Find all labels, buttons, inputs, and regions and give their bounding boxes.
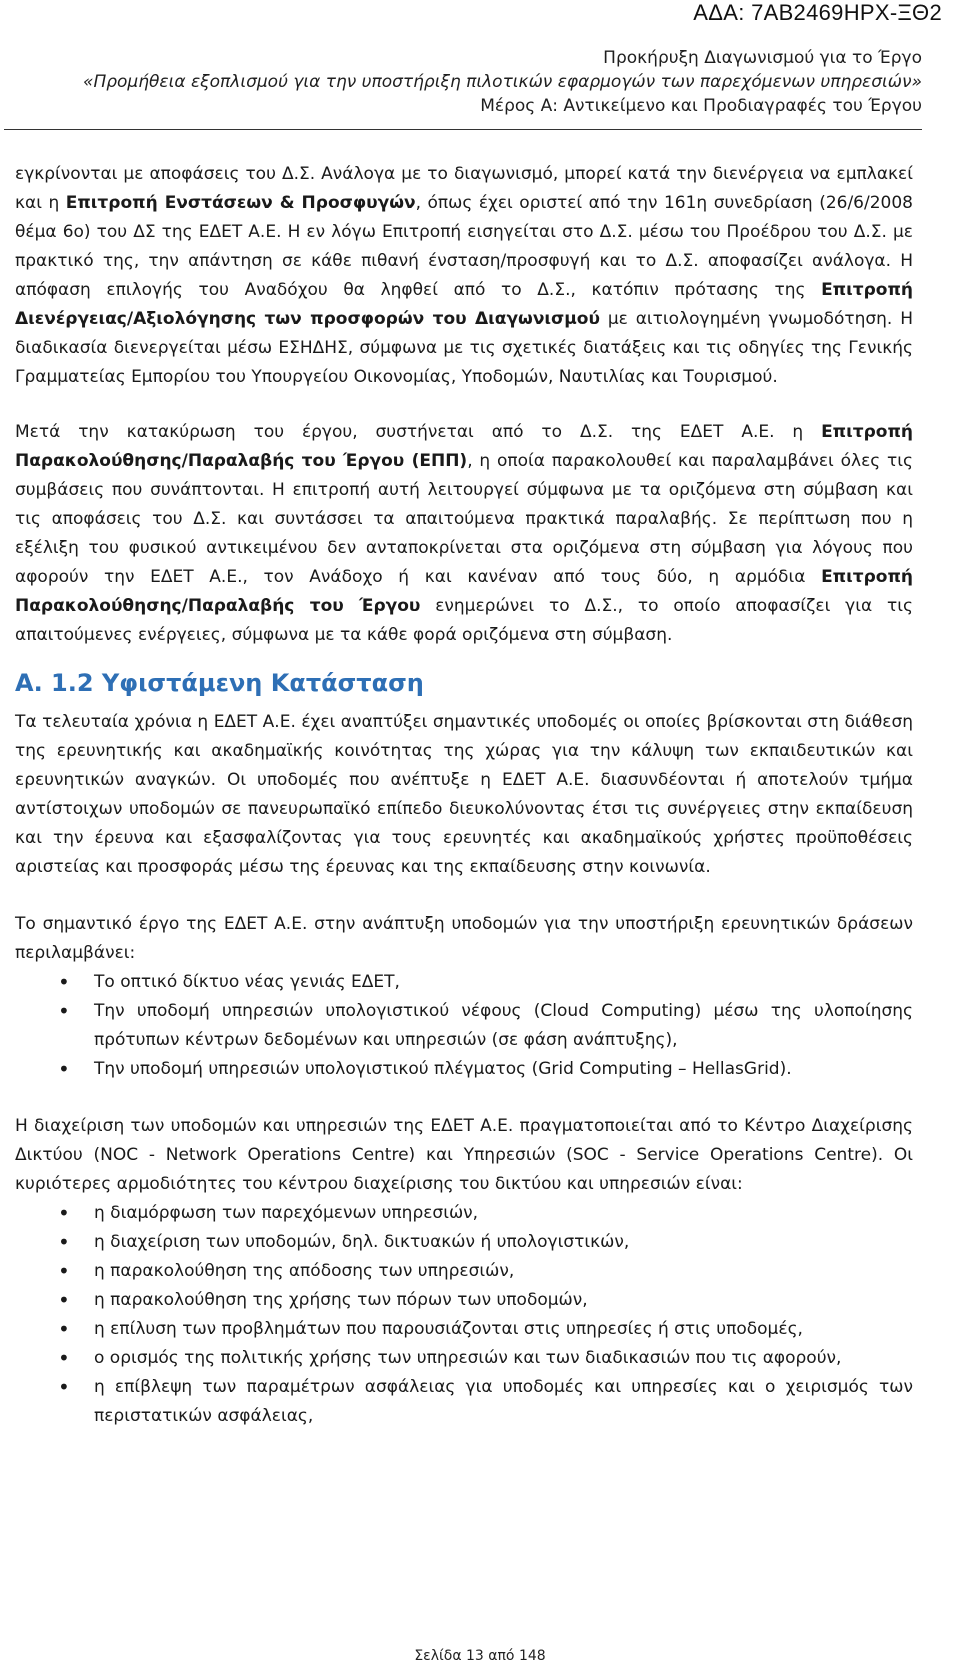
list-item: • η επίλυση των προβλημάτων που παρουσιάζονται στις υπηρεσίες ή στις υποδομές,	[15, 1315, 913, 1344]
p2-bold-2: Επιτροπή Παρακολούθησης/Παραλαβής του Έργου	[15, 567, 913, 616]
page-number: Σελίδα 13 από 148	[414, 1648, 546, 1664]
section-title: Α. 1.2 Υφιστάμενη Κατάσταση	[15, 669, 424, 697]
paragraph-4: Το σημαντικό έργο της ΕΔΕΤ Α.Ε. στην ανάπτυξη υποδομών για την υποστήριξη ερευνητικών δράσεων περιλαμβάνει:	[15, 914, 913, 963]
ada-code: ΑΔΑ: 7ΑΒ2469ΗΡΧ-ΞΘ2	[693, 0, 942, 25]
list-item: • η διαχείριση των υποδομών, δηλ. δικτυακών ή υπολογιστικών,	[15, 1228, 913, 1257]
paragraph-3: Τα τελευταία χρόνια η ΕΔΕΤ Α.Ε. έχει αναπτύξει σημαντικές υποδομές οι οποίες βρίσκονται στη διάθεση της ερευνητικής και ακαδημαϊκής κοινότητας της χώρας για την κάλυψη των εκπαιδευτικών και ερευνητικών αναγκών. Οι υποδομές που ανέπτυξε η ΕΔΕΤ Α.Ε. διασυνδέονται ή αποτελούν τμήμα αντίστοιχων υποδομών σε πανευρωπαϊκό επίπεδο διευκολύνοντας έτσι τις συνέργειες στην εκπαίδευση και την έρευνα και εξασφαλίζοντας για τους ερευνητές και ακαδημαϊκούς χρήστες προϋποθέσεις αριστείας και προσφοράς μέσω της έρευνας και της εκπαίδευσης στην κοινωνία.	[15, 712, 913, 877]
header-line-1: Προκήρυξη Διαγωνισμού για το Έργο	[603, 48, 922, 68]
p1-text-1: εγκρίνονται με αποφάσεις του Δ.Σ. Ανάλογα με το διαγωνισμό, μπορεί κατά την διενέργεια να εμπλακεί και η	[15, 164, 913, 213]
paragraph-1	[15, 160, 913, 392]
p1-bold-1: Επιτροπή Ενστάσεων & Προσφυγών	[65, 193, 416, 213]
list-item: • Το οπτικό δίκτυο νέας γενιάς ΕΔΕΤ,	[15, 968, 913, 997]
p2-text-1: Μετά την κατακύρωση του έργου, συστήνεται από το Δ.Σ. της ΕΔΕΤ Α.Ε. η	[15, 422, 822, 442]
list-item: • η παρακολούθηση της χρήσης των πόρων των υποδομών,	[15, 1286, 913, 1315]
p2-text-2: , η οποία παρακολουθεί και παραλαμβάνει όλες τις συμβάσεις που συνάπτονται. Η επιτροπή αυτή λειτουργεί σύμφωνα με τα οριζόμενα στη σύμβαση και τις αποφάσεις του Δ.Σ. και συντάσσει τα απαιτούμενα πρακτικά παραλαβής. Σε περίπτωση που η εξέλιξη του φυσικού αντικειμένου δεν ανταποκρίνεται στα οριζόμενα στη σύμβαση για λόγους που αφορούν την ΕΔΕΤ Α.Ε., τον Ανάδοχο ή και κανέναν από τους δύο, η αρμόδια	[15, 451, 913, 587]
infrastructure-list	[15, 968, 913, 1084]
p1-text-2: , όπως έχει οριστεί από την 161η συνεδρίαση (26/6/2008 θέμα 6ο) του ΔΣ της ΕΔΕΤ Α.Ε. Η εν λόγω Επιτροπή εισηγείται στο Δ.Σ. μέσω του Προέδρου του Δ.Σ. με πρακτικό της, την απάντηση σε κάθε πιθανή ένσταση/προσφυγή και το Δ.Σ. αποφασίζει ανάλογα. Η απόφαση επιλογής του Αναδόχου θα ληφθεί από το Δ.Σ., κατόπιν πρότασης της	[15, 193, 913, 300]
list-item: • η επίβλεψη των παραμέτρων ασφάλειας για υποδομές και υπηρεσίες και ο χειρισμός των περιστατικών ασφάλειας,	[15, 1373, 913, 1431]
header-line-2: «Προμήθεια εξοπλισμού για την υποστήριξη πιλοτικών εφαρμογών των παρεχόμενων υπηρεσιών»	[82, 72, 922, 92]
paragraph-5: Η διαχείριση των υποδομών και υπηρεσιών της ΕΔΕΤ Α.Ε. πραγματοποιείται από το Κέντρο Διαχείρισης Δικτύου (NOC - Network Operations Centre) και Υπηρεσιών (SOC - Service Operations Centre). Οι κυριότερες αρμοδιότητες του κέντρου διαχείρισης του δικτύου και υπηρεσιών είναι:	[15, 1116, 913, 1194]
p2-text-3: ενημερώνει το Δ.Σ., το οποίο αποφασίζει για τις απαιτούμενες ενέργειες, σύμφωνα με τα κάθε φορά οριζόμενα στη σύμβαση.	[15, 596, 913, 645]
responsibilities-list	[15, 1199, 913, 1431]
p2-bold-1: Επιτροπή Παρακολούθησης/Παραλαβής του Έργου (ΕΠΠ)	[15, 422, 913, 471]
header-line-3: Μέρος Α: Αντικείμενο και Προδιαγραφές του Έργου	[480, 96, 922, 116]
p1-text-3: με αιτιολογημένη γνωμοδότηση. Η διαδικασία διενεργείται μέσω ΕΣΗΔΗΣ, σύμφωνα με τις σχετικές διατάξεις και τις οδηγίες της Γενικής Γραμματείας Εμπορίου του Υπουργείου Οικονομίας, Υποδομών, Ναυτιλίας και Τουρισμού.	[15, 309, 913, 387]
paragraph-2	[15, 418, 913, 650]
document-body	[15, 160, 913, 1431]
page-header	[83, 46, 922, 118]
list-item: • Την υποδομή υπηρεσιών υπολογιστικού νέφους (Cloud Computing) μέσω της υλοποίησης πρότυπων κέντρων δεδομένων και υπηρεσιών (σε φάση ανάπτυξης),	[15, 997, 913, 1055]
p1-bold-2: Επιτροπή Διενέργειας/Αξιολόγησης των προσφορών του Διαγωνισμού	[15, 280, 913, 329]
list-item: • Την υποδομή υπηρεσιών υπολογιστικού πλέγματος (Grid Computing – HellasGrid).	[15, 1055, 913, 1084]
list-item: • η παρακολούθηση της απόδοσης των υπηρεσιών,	[15, 1257, 913, 1286]
list-item: • η διαμόρφωση των παρεχόμενων υπηρεσιών,	[15, 1199, 913, 1228]
list-item: • ο ορισμός της πολιτικής χρήσης των υπηρεσιών και των διαδικασιών που τις αφορούν,	[15, 1344, 913, 1373]
header-rule	[4, 129, 922, 130]
